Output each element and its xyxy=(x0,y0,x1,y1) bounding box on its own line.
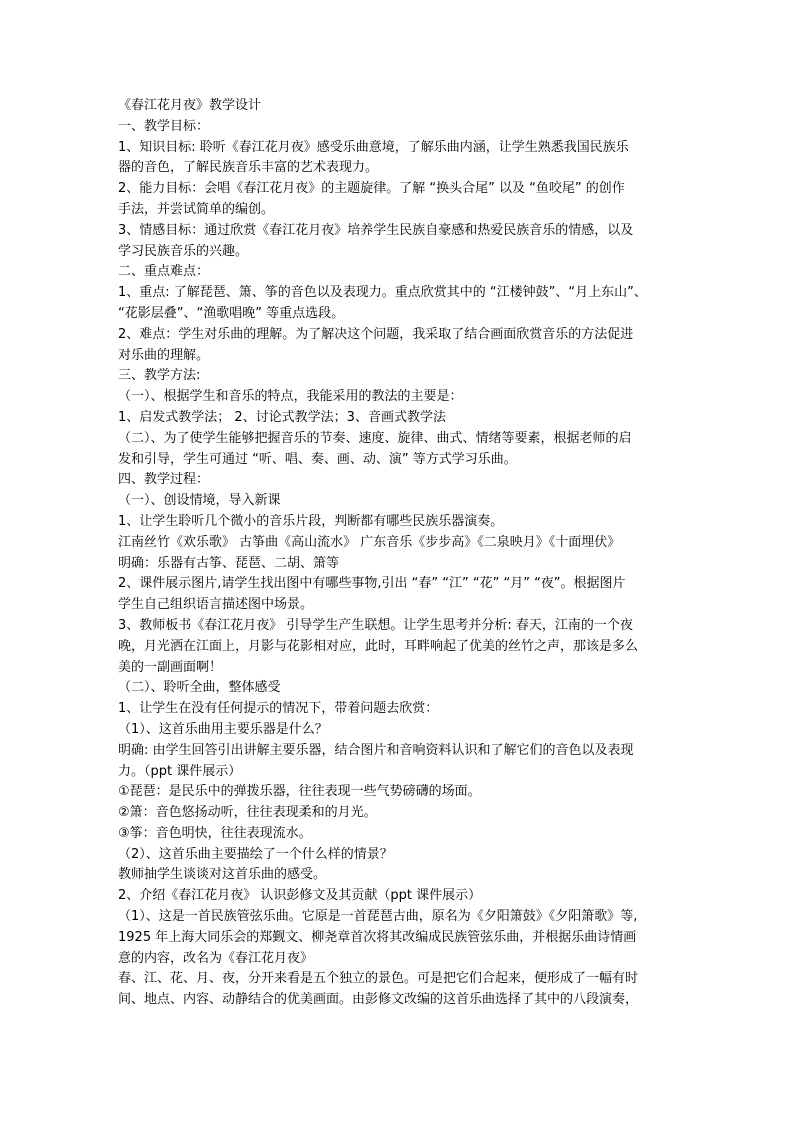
text-line: 2、介绍《春江花月夜》 认识彭修文及其贡献（ppt 课件展示） xyxy=(118,888,482,904)
text-line: （一）、根据学生和音乐的特点，我能采用的教法的主要是： xyxy=(118,389,463,405)
text-line: 1、让学生在没有任何提示的情况下，带着问题去欣赏： xyxy=(118,701,439,717)
text-line: ③筝：音色明快，往往表现流水。 xyxy=(118,825,312,841)
text-line: 器的音色，了解民族音乐丰富的艺术表现力。 xyxy=(118,160,379,176)
text-line: （二）、聆听全曲，整体感受 xyxy=(118,680,281,696)
text-line: 三、教学方法: xyxy=(118,368,201,384)
text-line: 1、让学生聆听几个微小的音乐片段，判断都有哪些民族乐器演奏。 xyxy=(118,513,504,529)
text-line: 手法，并尝试简单的编创。 xyxy=(118,201,275,217)
text-line: （一）、创设情境，导入新课 xyxy=(118,493,281,509)
text-line: 明确: 由学生回答引出讲解主要乐器，结合图片和音响资料认识和了解它们的音色以及表现 xyxy=(118,742,634,758)
text-line: 春、江、花、月、夜，分开来看是五个独立的景色。可是把它们合起来，便形成了一幅有时 xyxy=(118,971,639,987)
text-line: 间、地点、内容、动静结合的优美画面。由彭修文改编的这首乐曲选择了其中的八段演奏， xyxy=(118,992,639,1008)
text-line: （1）、这是一首民族管弦乐曲。它原是一首琵琶古曲，原名为《夕阳箫鼓》《夕阳箫歌》等, xyxy=(118,909,638,925)
text-line: 1、重点: 了解琵琶、箫、筝的音色以及表现力。重点欣赏其中的 “江楼钟鼓”、“月上东山”、 xyxy=(118,285,647,301)
text-line: “花影层叠”、“渔歌唱晚” 等重点选段。 xyxy=(118,305,345,321)
text-line: 2、能力目标：会唱《春江花月夜》的主题旋律。了解 “换头合尾” 以及 “鱼咬尾” 的创作 xyxy=(118,181,625,197)
text-line: 力。（ppt 课件展示） xyxy=(118,763,242,779)
text-line: 晚，月光洒在江面上，月影与花影相对应，此时，耳畔响起了优美的丝竹之声，那该是多么 xyxy=(118,638,639,654)
text-line: 2、难点：学生对乐曲的理解。为了解决这个问题，我采取了结合画面欣赏音乐的方法促进 xyxy=(118,326,634,342)
text-line: 1925 年上海大同乐会的郑觐文、柳尧章首次将其改编成民族管弦乐曲，并根据乐曲诗情画 xyxy=(118,929,637,945)
text-line: 四、教学过程： xyxy=(118,472,210,488)
text-line: 3、情感目标：通过欣赏《春江花月夜》培养学生民族自豪感和热爱民族音乐的情感，以及 xyxy=(118,222,634,238)
text-line: 美的一副画面啊！ xyxy=(118,659,223,675)
text-line: ①琵琶：是民乐中的弹拨乐器，往往表现一些气势磅礴的场面。 xyxy=(118,784,481,800)
text-line: 学习民族音乐的兴趣。 xyxy=(118,243,249,259)
text-line: ②箫：音色悠扬动听，往往表现柔和的月光。 xyxy=(118,805,377,821)
text-line: 1、启发式教学法； 2、讨论式教学法；3、音画式教学法 xyxy=(118,409,446,425)
text-line: 学生自己组织语言描述图中场景。 xyxy=(118,597,314,613)
text-line: 发和引导，学生可通过 “听、唱、奏、画、动、演” 等方式学习乐曲。 xyxy=(118,451,517,467)
text-line: （1）、这首乐曲用主要乐器是什么？ xyxy=(118,721,328,737)
text-line: 3、教师板书《春江花月夜》 引导学生产生联想。让学生思考并分析: 春天，江南的一个夜 xyxy=(118,617,633,633)
text-line: 意的内容，改名为《春江花月夜》 xyxy=(118,950,314,966)
text-line: 二、重点难点： xyxy=(118,264,210,280)
text-line: （二）、为了使学生能够把握音乐的节奏、速度、旋律、曲式、情绪等要素，根据老师的启 xyxy=(118,430,632,446)
text-line: 《春江花月夜》教学设计 xyxy=(118,98,262,113)
text-line: 2、课件展示图片,请学生找出图中有哪些事物,引出 “春” “江” “花” “月” “夜”。根据图片 xyxy=(118,576,626,592)
text-line: 一、教学目标： xyxy=(118,118,210,134)
text-line: 江南丝竹《欢乐歌》 古筝曲《高山流水》 广东音乐《步步高》《二泉映月》《十面埋伏》 xyxy=(118,534,621,550)
text-line: （2）、这首乐曲主要描绘了一个什么样的情景？ xyxy=(118,846,393,862)
text-line: 1、知识目标: 聆听《春江花月夜》感受乐曲意境，了解乐曲内涵，让学生熟悉我国民族乐 xyxy=(118,139,629,155)
document-body xyxy=(118,96,684,1011)
text-line: 明确：乐器有古筝、琵琶、二胡、箫等 xyxy=(118,555,340,571)
text-line: 对乐曲的理解。 xyxy=(118,347,210,363)
text-line: 教师抽学生谈谈对这首乐曲的感受。 xyxy=(118,867,327,883)
